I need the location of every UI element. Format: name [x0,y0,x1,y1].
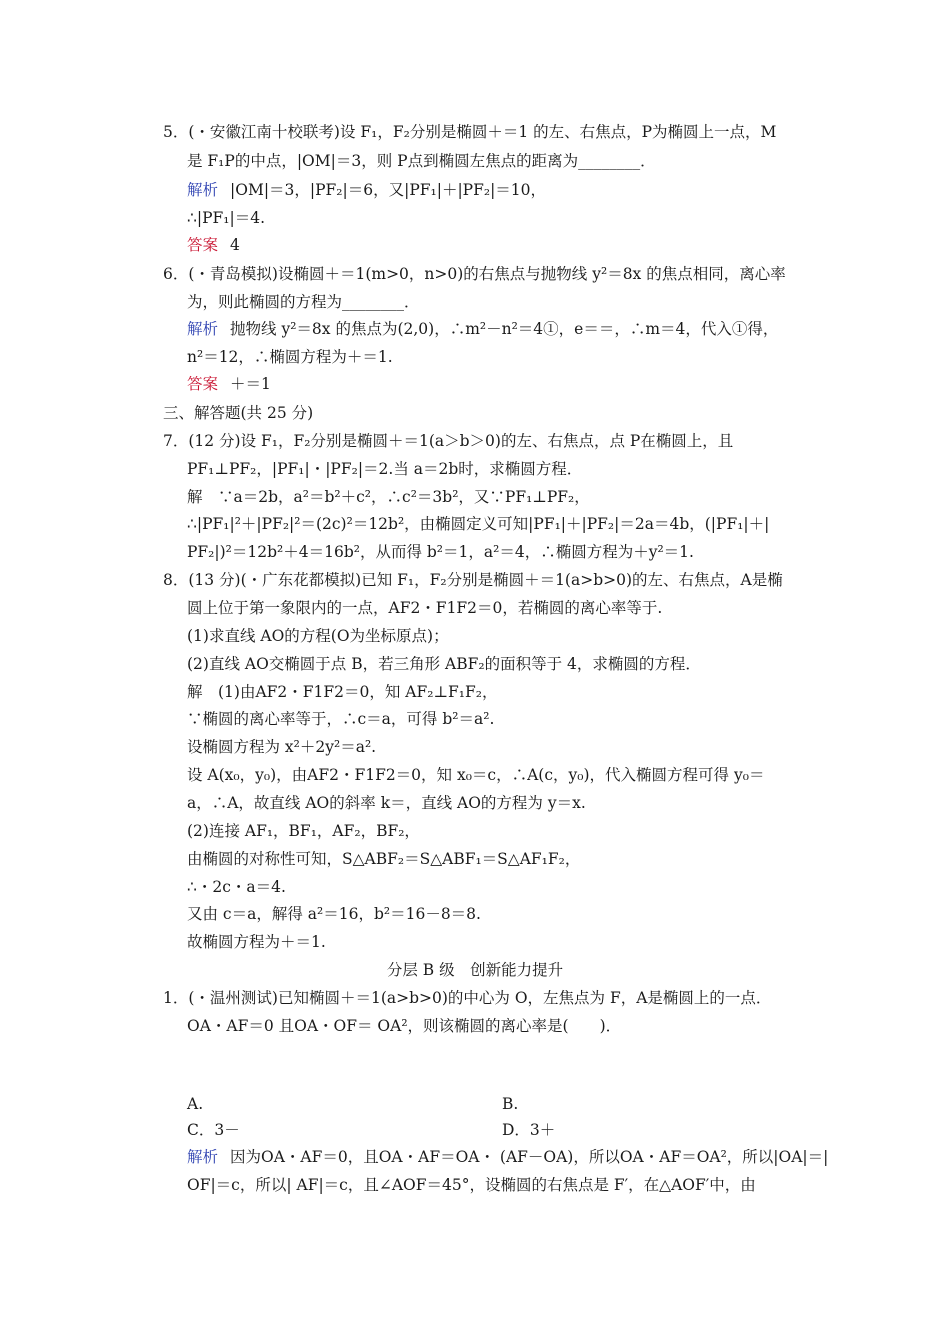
q8-line-4: (2)直线 AO交椭圆于点 B，若三角形 ABF₂的面积等于 4，求椭圆的方程． [187,655,701,673]
qb1-line-4: OF|＝c，所以| AF|＝c，且∠AOF＝45°，设椭圆的右焦点是 F′，在△AOF′中，由 [187,1176,756,1194]
q8-line-5: 解 (1)由AF2・F1F2＝0，知 AF₂⊥F₁F₂， [187,683,498,701]
q7-line-3: 解 ∵a＝2b，a²＝b²＋c²，∴c²＝3b²，又∵PF₁⊥PF₂， [187,488,590,506]
option-d: D．3＋ [502,1121,556,1139]
option-c: C．3－ [187,1121,240,1139]
q8-line-7: 设椭圆方程为 x²＋2y²＝a². [187,738,377,756]
q8-line-10: (2)连接 AF₁，BF₁，AF₂，BF₂， [187,822,420,840]
q7-line-5: PF₂|)²＝12b²＋4＝16b²，从而得 b²＝1，a²＝4，∴椭圆方程为＋y²＝1. [187,543,694,561]
qb1-line-2: OA・AF＝0 且OA・OF＝ OA²，则该椭圆的离心率是( )． [187,1017,622,1035]
answer-label: 答案 [187,375,219,393]
q6-line-1: 6．(・青岛模拟)设椭圆＋＝1(m>0，n>0)的右焦点与抛物线 y²＝8x 的焦点相同，离心率 [163,265,786,283]
q8-line-8: 设 A(x₀，y₀)，由AF2・F1F2＝0，知 x₀＝c，∴A(c，y₀)，代入椭圆方程可得 y₀＝ [187,766,765,784]
answer-label: 答案 [187,236,219,254]
q7-line-1: 7．(12 分)设 F₁，F₂分别是椭圆＋＝1(a＞b＞0)的左、右焦点，点 P在椭圆上，且 [163,432,734,450]
q5-answer: 4 [230,236,240,254]
q8-line-6: ∵椭圆的离心率等于，∴c＝a，可得 b²＝a². [187,710,495,728]
analysis-label: 解析 [187,181,219,199]
q5-line-4: ∴|PF₁|＝4. [187,209,265,227]
section-heading: 三、解答题(共 25 分) [163,404,314,422]
option-b: B. [502,1095,519,1113]
q6-line-4: n²＝12，∴椭圆方程为＋＝1. [187,348,393,366]
analysis-label: 解析 [187,320,219,338]
analysis-label: 解析 [187,1148,219,1166]
q5-line-2: 是 F₁P的中点，|OM|＝3，则 P点到椭圆左焦点的距离为________． [187,152,656,170]
q6-line-3: 抛物线 y²＝8x 的焦点为(2,0)，∴m²－n²＝4①，e＝＝，∴m＝4，代入①得， [230,320,779,338]
q8-line-3: (1)求直线 AO的方程(O为坐标原点)； [187,627,449,645]
qb1-line-1: 1．(・温州测试)已知椭圆＋＝1(a>b>0)的中心为 O，左焦点为 F，A是椭圆上的一点． [163,989,772,1007]
q8-line-11: 由椭圆的对称性可知，S△ABF₂＝S△ABF₁＝S△AF₁F₂， [187,850,581,868]
q8-line-12: ∴・2c・a＝4. [187,878,286,896]
q5-analysis-line [187,180,546,200]
q8-line-13: 又由 c＝a，解得 a²＝16，b²＝16－8＝8. [187,905,481,923]
q6-answer: ＋＝1 [230,375,271,393]
q8-line-1: 8．(13 分)(・广东花都模拟)已知 F₁，F₂分别是椭圆＋＝1(a>b>0)的左、右焦点，A是椭 [163,571,783,589]
qb1-line-3: 因为OA・AF＝0，且OA・AF＝OA・ (AF－OA)，所以OA・AF＝OA²，所以|OA|＝| [230,1148,829,1166]
q6-line-2: 为，则此椭圆的方程为________． [187,293,420,311]
q8-line-9: a，∴A，故直线 AO的斜率 k＝，直线 AO的方程为 y＝x. [187,794,586,812]
q6-analysis-line [187,319,778,339]
qb1-analysis-line [187,1147,828,1167]
q6-answer-line [187,374,271,394]
q5-line-1: 5．(・安徽江南十校联考)设 F₁，F₂分别是椭圆＋＝1 的左、右焦点，P为椭圆上一点，M [163,123,777,141]
q8-line-2: 圆上位于第一象限内的一点，AF2・F1F2＝0，若椭圆的离心率等于. [187,599,663,617]
q7-line-2: PF₁⊥PF₂，|PF₁|・|PF₂|＝2.当 a＝2b时，求椭圆方程． [187,460,583,478]
section-b-heading: 分层 B 级 创新能力提升 [386,961,564,979]
option-a: A. [187,1095,204,1113]
q8-line-14: 故椭圆方程为＋＝1. [187,933,326,951]
q5-line-3: |OM|＝3，|PF₂|＝6，又|PF₁|＋|PF₂|＝10， [230,181,547,199]
q7-line-4: ∴|PF₁|²＋|PF₂|²＝(2c)²＝12b²，由椭圆定义可知|PF₁|＋|PF₂|＝2a＝4b，(|PF₁|＋| [187,515,770,533]
q5-answer-line [187,235,240,255]
